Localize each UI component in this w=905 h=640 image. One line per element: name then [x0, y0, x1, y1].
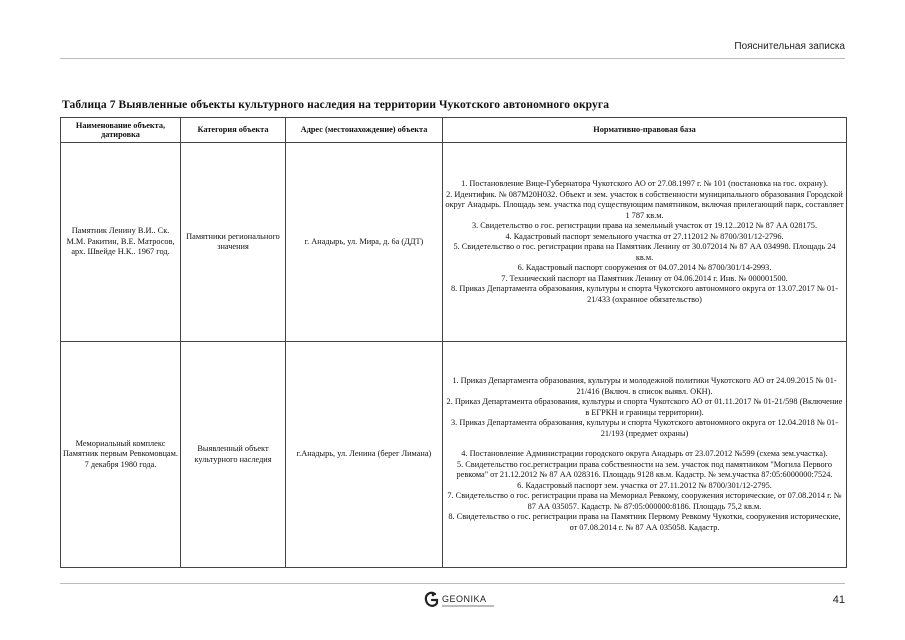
legal-basis-item: 1. Приказ Департамента образования, культуры и молодежной политики Чукотского АО от 24.09.2015 № 01-21/416 (Включ. в список выявл. ОКН).	[452, 376, 837, 396]
legal-basis-item: 2. Идентифик. № 087М20Н032. Объект и зем. участок в собственности муниципального образования Городской округ Анадырь. Площадь зем. участка под существующим памятником, включая прилегающий парк, составляет 1 787 кв.м.	[445, 189, 844, 220]
legal-basis-item: 3. Свидетельство о гос. регистрации права на земельный участок от 19.12..2012 № 87 АА 028175.	[471, 221, 818, 230]
object-address-cell: г.Анадырь, ул. Ленина (берег Лимана)	[286, 342, 443, 568]
object-name-cell: Памятник Ленину В.И.. Ск. М.М. Ракитин, В.Е. Матросов, арх. Швейде Н.К.. 1967 год.	[61, 143, 181, 342]
legal-basis-item: 8. Свидетельство о гос. регистрации права на Памятник Первому Ревкому Чукотки, сооружения исторические, от 07.08.2014 г. № 87 АА 035058. Кадастр.	[448, 512, 841, 532]
heritage-objects-table	[60, 117, 847, 568]
column-header-legal-basis: Нормативно-правовая база	[443, 118, 847, 143]
object-category-cell: Памятники регионального значения	[181, 143, 286, 342]
logo-tagline-line	[442, 605, 494, 607]
legal-basis-item: 5. Свидетельство гос.регистрации права собственности на зем. участок под памятником "Могила Первого ревкома" от 21.12.2012 № 87 АА 028316. Площадь 9128 кв.м. Кадастр. № зем.участка 87:05:6000000:7524.	[456, 459, 833, 479]
legal-basis-cell	[443, 143, 847, 342]
legal-basis-cell	[443, 342, 847, 568]
table-header-row	[61, 118, 847, 143]
object-address-cell: г. Анадырь, ул. Мира, д. 6а (ДДТ)	[286, 143, 443, 342]
legal-basis-item: 5. Свидетельство о гос. регистрации права на Памятник Ленину от 30.072014 № 87 АА 034998. Площадь 24 кв.м.	[453, 242, 836, 262]
legal-basis-item: 6. Кадастровый паспорт сооружения от 04.07.2014 № 8700/301/14-2993.	[517, 263, 772, 272]
legal-basis-item	[445, 439, 844, 449]
legal-basis-item: 3. Приказ Департамента образования, культуры и спорта Чукотского автономного округа от 12.04.2018 № 01-21/193 (предмет охраны)	[451, 418, 838, 438]
table-title: Таблица 7 Выявленные объекты культурного наследия на территории Чукотского автономного округа	[62, 99, 610, 111]
geonika-logo	[424, 591, 494, 609]
geonika-logo-icon	[424, 591, 439, 609]
legal-basis-item: 2. Приказ Департамента образования, культуры и спорта Чукотского АО от 01.11.2017 № 01-21/598 (Включение в ЕГРКН и границы территории).	[446, 397, 843, 417]
header-divider	[60, 58, 845, 59]
legal-basis-item: 6. Кадастровый паспорт зем. участка от 27.11.2012 № 8700/301/12-2795.	[517, 480, 772, 490]
legal-basis-item: 8. Приказ Департамента образования, культуры и спорта Чукотского автономного округа от 13.07.2017 № 01-21/433 (охранное обязательство)	[451, 284, 838, 304]
column-header-address: Адрес (местонахождение) объекта	[286, 118, 443, 143]
legal-basis-item: 4. Постановление Администрации городского округа Анадырь от 23.07.2012 №599 (схема зем.участка).	[461, 449, 828, 458]
legal-basis-item: 7. Технический паспорт на Памятник Ленину от 04.06.2014 г. Инв. № 000001500.	[501, 273, 788, 283]
column-header-category: Категория объекта	[181, 118, 286, 143]
legal-basis-item: 4. Кадастровый паспорт земельного участка от 27.112012 № 8700/301/12-2796.	[505, 231, 784, 241]
object-name-cell: Мемориальный комплекс Памятник первым Ревкомовцам. 7 декабря 1980 года.	[61, 342, 181, 568]
object-category-cell: Выявленный объект культурного наследия	[181, 342, 286, 568]
legal-basis-item: 7. Свидетельство о гос. регистрации права на Мемориал Ревкому, сооружения исторические, от 07.08.2014 г. № 87 АА 035057. Кадастр. № 87:05:000000:8186. Площадь 75,2 кв.м.	[447, 491, 842, 511]
table-row	[61, 143, 847, 342]
table-row	[61, 342, 847, 568]
legal-basis-item: 1. Постановление Вице-Губернатора Чукотского АО от 27.08.1997 г. № 101 (постановка на гос. охрану).	[461, 179, 828, 188]
footer-divider	[60, 583, 845, 584]
column-header-name: Наименование объекта, датировка	[61, 118, 181, 143]
logo-wordmark: GEONIKA	[442, 593, 487, 604]
document-header-label: Пояснительная записка	[734, 41, 845, 52]
page-number: 41	[832, 594, 845, 606]
